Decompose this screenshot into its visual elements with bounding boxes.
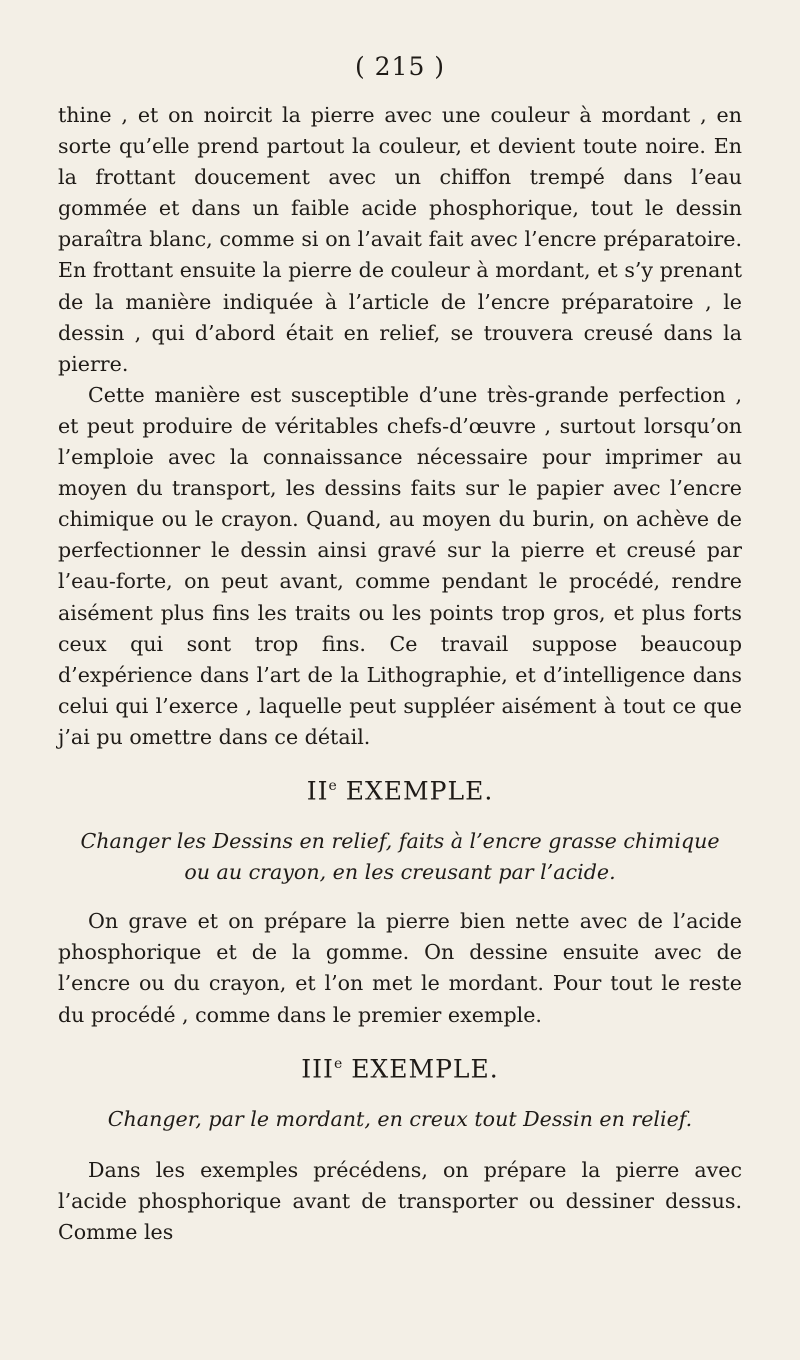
paragraph-perfection: Cette manière est susceptible d’une très-grande perfection , et peut produire de véritables chefs-d’œuvre , surtout lorsqu’on l’emploie avec la connaissance nécessaire pour imprimer au moyen du transport, les dessins faits sur le papier avec l’encre chimique ou le crayon. Quand, au moyen du burin, on achève de perfectionner le dessin ainsi gravé sur la pierre et creusé par l’eau-forte, on peut avant, comme pendant le procédé, rendre aisément plus fins les traits ou les points trop gros, et plus forts ceux qui sont trop fins. Ce travail suppose beaucoup d’expérience dans l’art de la Lithographie, et d’intelligence dans celui qui l’exerce , laquelle peut suppléer aisément à tout ce que j’ai pu omettre dans ce détail. [58, 382, 742, 749]
paragraph-example-2: On grave et on prépare la pierre bien nette avec de l’acide phosphorique et de la gomme. On dessine ensuite avec de l’encre ou du crayon, et l’on met le mordant. Pour tout le reste du procédé , comme dans le premier exemple. [58, 909, 742, 1027]
section-heading-2-numeral: II [306, 776, 329, 806]
section-heading-3-sup: e [333, 1055, 343, 1072]
section-subtitle-2-line1: Changer les Dessins en relief, faits à l’encre grasse chimique [80, 829, 720, 854]
paragraph-example-3: Dans les exemples précédens, on prépare la pierre avec l’acide phosphorique avant de transporter ou dessiner dessus. Comme les [58, 1158, 742, 1245]
section-heading-3-numeral: III [301, 1054, 334, 1083]
section-heading-2-sup: e [328, 777, 337, 794]
section-subtitle-2 [58, 826, 742, 888]
page-number: ( 215 ) [354, 52, 446, 81]
section-subtitle-3: Changer, par le mordant, en creux tout Dessin en relief. [107, 1107, 693, 1131]
section-heading-3 [58, 1049, 742, 1084]
section-heading-2 [58, 771, 742, 806]
section-subtitle-2-line2: ou au crayon, en les creusant par l’acide. [184, 860, 616, 885]
paragraph-continuation: thine , et on noircit la pierre avec une couleur à mordant , en sorte qu’elle prend partout la couleur, et devient toute noire. En la frottant doucement avec un chiffon trempé dans l’eau gommée et dans un faible acide phosphorique, tout le dessin paraîtra blanc, comme si on l’avait fait avec l’encre préparatoire. En frottant ensuite la pierre de couleur à mordant, et s’y prenant de la manière indiquée à l’article de l’encre préparatoire , le dessin , qui d’abord était en relief, se trouvera creusé dans la pierre. [58, 103, 742, 376]
book-page [58, 52, 742, 1248]
section-heading-2-label: EXEMPLE. [345, 776, 494, 806]
section-heading-3-label: EXEMPLE. [351, 1054, 499, 1083]
